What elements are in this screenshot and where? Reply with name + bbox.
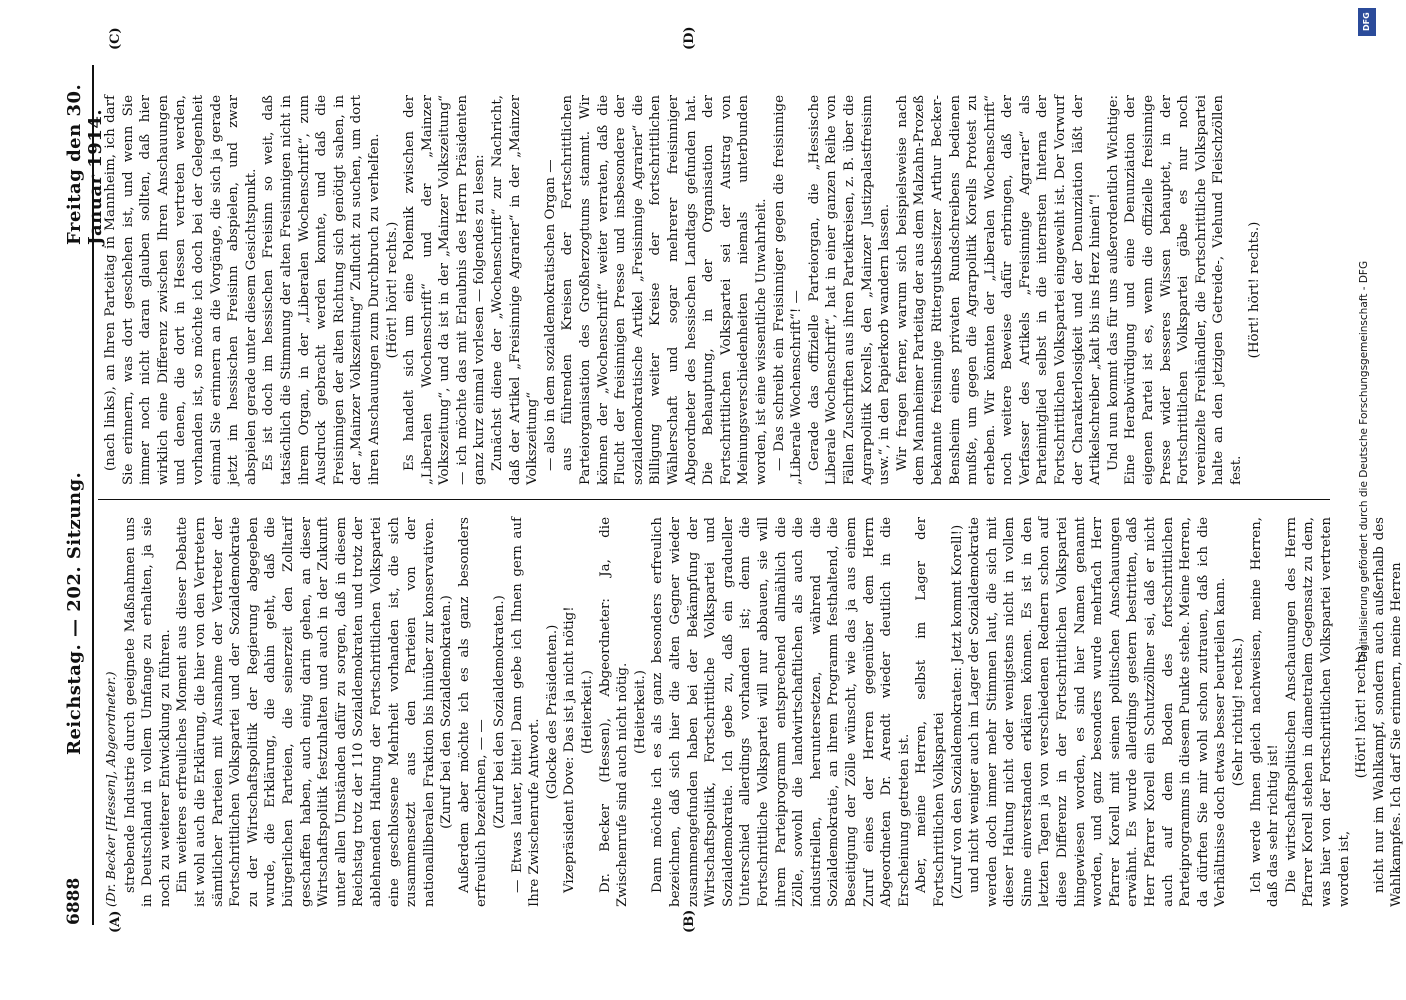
page-header bbox=[58, 65, 106, 925]
paragraph: — Das schreibt ein Freisinniger gegen die freisinnige „Liberale Wochenschrift“! — bbox=[771, 95, 805, 485]
paragraph: — also in dem sozialdemokratischen Organ — bbox=[542, 159, 558, 471]
left-column bbox=[102, 517, 1405, 907]
margin-marker-b: (B) bbox=[682, 909, 697, 933]
paragraph: Vizepräsident Dove: Das ist ja nicht nötig! bbox=[562, 606, 578, 893]
paragraph: (Hört! hört! rechts.) bbox=[384, 221, 400, 359]
session-title: Reichstag. — 202. Sitzung. bbox=[64, 471, 85, 755]
paragraph: (Sehr richtig! rechts.) bbox=[1231, 637, 1246, 787]
paragraph: Es ist doch im hessischen Freisinn so weit, daß tatsächlich die Stimmung der alten Freisinnigen nicht in ihrem Organ, in der „Liberalen Wochenschrift“, zum Ausdruck gebracht werden konnte, und daß die Freisinnigen der alten Richtung sich genötigt sahen, in der „Mainzer Volkszeitung“ Zuflucht zu suchen, um dort ihren Anschauungen zum Durchbruch zu verhelfen. bbox=[261, 95, 382, 485]
margin-marker-d: (D) bbox=[682, 26, 697, 50]
paragraph: — Etwas lauter, bitte! Dann gebe ich Ihnen gern auf Ihre Zwischenrufe Antwort. bbox=[509, 517, 543, 907]
paragraph: (Zuruf bei den Sozialdemokraten.) bbox=[492, 595, 508, 829]
digitization-credit bbox=[1356, 6, 1380, 996]
paragraph: Dann möchte ich es als ganz besonders erfreulich bezeichnen, daß sich hier die alten Gegner wieder zusammengefunden haben bei der Bekämpfung der Wirtschaftspolitik, Fortschrittliche Volkspartei und Sozialdemokratie. Ich gebe zu, daß ein gradueller Unterschied allerdings vorhanden ist; denn die Fortschrittliche Volkspartei will nur abbauen, sie will ihrem Parteiprogramm entsprechend allmählich die Zölle, sowohl die landwirtschaftlichen als auch die industriellen, heruntersetzen, während die Sozialdemokratie, an ihrem Programm festhaltend, die Beseitigung der Zölle wünscht, wie das ja aus einem Zuruf eines der Herren gegenüber dem Herrn Abgeordneten Dr. Arendt wieder deutlich in die Erscheinung getreten ist. bbox=[650, 517, 912, 907]
paragraph: Zunächst diene der „Wochenschrift“ zur Nachricht, daß der Artikel „Freisinnige Agrarier“ in der „Mainzer Volkszeitung“ bbox=[490, 95, 541, 485]
paragraph: Gerade das offizielle Parteiorgan, die „Hessische Liberale Wochenschrift“, hat in einer ganzen Reihe von Fällen Zuschriften aus ihren Parteikreisen, z. B. über die Agrarpolitik Korells, den „Mainzer Justizpalastfreisinn usw.“, in den Papierkorb wandern lassen. bbox=[806, 95, 893, 485]
paragraph: Es handelt sich um eine Polemik zwischen der „Liberalen Wochenschrift“ und der „Mainzer Volkszeitung“, und da ist in der „Mainzer Volkszeitung“ — ich möchte das mit Erlaubnis des Herrn Präsidenten ganz kurz einmal vorlesen — folgendes zu lesen: bbox=[402, 95, 488, 485]
speaker-line: (Dr. Becker [Hessen], Abgeordneter.) bbox=[103, 671, 118, 907]
paragraph: (Hört! hört! rechts) bbox=[1354, 645, 1370, 779]
paragraph: (nach links), an Ihren Parteitag in Mannheim, ich darf Sie erinnern, was dort geschehen ist, und wenn Sie immer noch nicht daran glauben sollten, daß hier wirklich eine Differenz zwischen Ihren Anschauungen und denen, die dort in Hessen vertreten werden, vorhanden ist, so möchte ich doch bei der Gelegenheit einmal Sie erinnern an die Vorgänge, die sich ja gerade jetzt im hessischen Freisinn abspielen, und zwar abspielen gerade unter diesem Gesichtspunkt. bbox=[103, 95, 259, 485]
paragraph: Ein weiteres erfreuliches Moment aus dieser Debatte ist wohl auch die Erklärung, die hier von den Vertretern sämtlicher Parteien mit Ausnahme der Vertreter der Fortschrittlichen Volkspartei und der Sozialdemokratie zu der Wirtschaftspolitik der Regierung abgegeben wurde, die Erklärung, die dahin geht, daß die bürgerlichen Parteien, die seinerzeit den Zolltarif geschaffen haben, auch einig darin gehen, an dieser Wirtschaftspolitik festzuhalten und auch in der Zukunft unter allen Umständen dafür zu sorgen, daß in diesem Reichstag trotz der 110 Sozialdemokraten und trotz der ablehnenden Haltung der Fortschrittlichen Volkspartei eine geschlossene Mehrheit vorhanden ist, die sich zusammensetzt aus den Parteien von der nationalliberalen Fraktion bis hinüber zur konservativen. bbox=[175, 517, 437, 907]
paragraph: Außerdem aber möchte ich es als ganz besonders erfreulich bezeichnen, — — bbox=[456, 517, 490, 907]
paragraph: Ich werde Ihnen gleich nachweisen, meine Herren, daß das sehr richtig ist! bbox=[1248, 517, 1282, 907]
paragraph: (Heiterkeit.) bbox=[580, 670, 596, 754]
page-number: 6888 bbox=[64, 877, 84, 925]
paragraph: Die wirtschaftspolitischen Anschauungen des Herrn Pfarrer Korell stehen in diametralem Gegensatz zu dem, was hier von der Fortschrittlichen Volkspartei vertreten worden ist, bbox=[1283, 517, 1352, 907]
credit-text: Digitalisierung gefördert durch die Deutsche Forschungsgemeinschaft - DFG bbox=[1358, 260, 1370, 662]
paragraph: (Zuruf von den Sozialdemokraten: Jetzt kommt Korell!) bbox=[949, 524, 965, 900]
paragraph: (Hört! hört! rechts.) bbox=[1246, 221, 1262, 359]
right-column bbox=[102, 95, 1340, 485]
paragraph: nicht nur im Wahlkampf, sondern auch außerhalb des Wahlkampfes. Ich darf Sie erinnern, meine Herren bbox=[1371, 517, 1405, 907]
paragraph: Aber, meine Herren, selbst im Lager der Fortschrittlichen Volkspartei bbox=[914, 517, 947, 907]
column-divider bbox=[98, 499, 1330, 500]
paragraph: (Zuruf bei den Sozialdemokraten.) bbox=[439, 595, 455, 829]
paragraph: strebende Industrie durch geeignete Maßnahmen uns in Deutschland in vollem Umfange zu erhalten, ja sie noch zu weiterer Entwicklung zu führen. bbox=[122, 517, 173, 907]
paragraph: aus führenden Kreisen der Fortschrittlichen Parteiorganisation des Großherzogtums stammt. Wir können der „Wochenschrift“ weiter verraten, daß die Flucht der freisinnigen Presse und insbesondere der sozialdemokratische Artikel „Freisinnige Agrarier“ die Billigung weiter Kreise der fortschrittlichen Wählerschaft und sogar mehrerer freisinniger Abgeordneter des hessischen Landtags gefunden hat. Die Behauptung, in der Organisation der Fortschrittlichen Volkspartei sei der Austrag von Meinungsverschiedenheiten niemals unterbunden worden, ist eine wissentliche Unwahrheit. bbox=[560, 95, 769, 485]
paragraph: und nicht weniger auch im Lager der Sozialdemokratie werden doch immer mehr Stimmen laut, die sich mit dieser Haltung nicht oder wenigstens nicht in vollem Sinne einverstanden erklären können. Es ist in den letzten Tagen ja von verschiedenen Rednern schon auf diese Differenz in der Fortschrittlichen Volkspartei hingewiesen worden, es sind hier Namen genannt worden, und ganz besonders wurde mehrfach Herr Pfarrer Korell mit seinen politischen Anschauungen erwähnt. Es wurde allerdings gestern bestritten, daß Herr Pfarrer Korell ein Schutzzöllner sei, daß er nicht auch auf dem Boden des fortschrittlichen Parteiprogramms in diesem Punkte stehe. Meine Herren, da dürften Sie mir wohl schon zutrauen, daß ich die Verhältnisse doch etwas besser beurteilen kann. bbox=[967, 517, 1229, 907]
paragraph: Und nun kommt das für uns außerordentlich Wichtige: Eine Herabwürdigung und eine Denunziation der eigenen Partei ist es, wenn die offizielle freisinnige Presse wider besseres Wissen behauptet, in der Fortschrittlichen Volkspartei gäbe es nur noch vereinzelte Freihändler, die Fortschrittliche Volkspartei halte an den jetzigen Getreide-, Viehund Fleischzöllen fest. bbox=[1105, 95, 1244, 485]
paragraph: Wir fragen ferner, warum sich beispielsweise nach dem Mannheimer Parteitag der aus dem Malzahn-Prozeß bekannte freisinnige Rittergutsbesitzer Arthur Becker-Bensheim eines privaten Rundschreibens bedienen mußte, um gegen die Agrarpolitik Korells Protest zu erheben. Wir könnten der „Liberalen Wochenschrift“ noch weitere Beweise dafür erbringen, daß der Verfasser des Artikels „Freisinnige Agrarier“ als Parteimitglied selbst in die internsten Interna der Fortschrittlichen Volkspartei eingeweiht ist. Der Vorwurf der Charakterlosigkeit und der Denunziation läßt der Artikelschreiber „kalt bis ins Herz hinein“! bbox=[894, 95, 1104, 485]
paragraph: (Glocke des Präsidenten.) bbox=[544, 624, 560, 800]
paragraph: (Heiterkeit.) bbox=[632, 670, 648, 754]
paragraph: Dr. Becker (Hessen), Abgeordneter: Ja, die Zwischenrufe sind auch nicht nötig. bbox=[597, 517, 631, 907]
margin-marker-c: (C) bbox=[108, 27, 123, 50]
dfg-logo: DFG bbox=[1358, 8, 1376, 36]
date-title: Freitag den 30. Januar 1914. bbox=[64, 83, 106, 245]
margin-marker-a: (A) bbox=[108, 910, 123, 933]
